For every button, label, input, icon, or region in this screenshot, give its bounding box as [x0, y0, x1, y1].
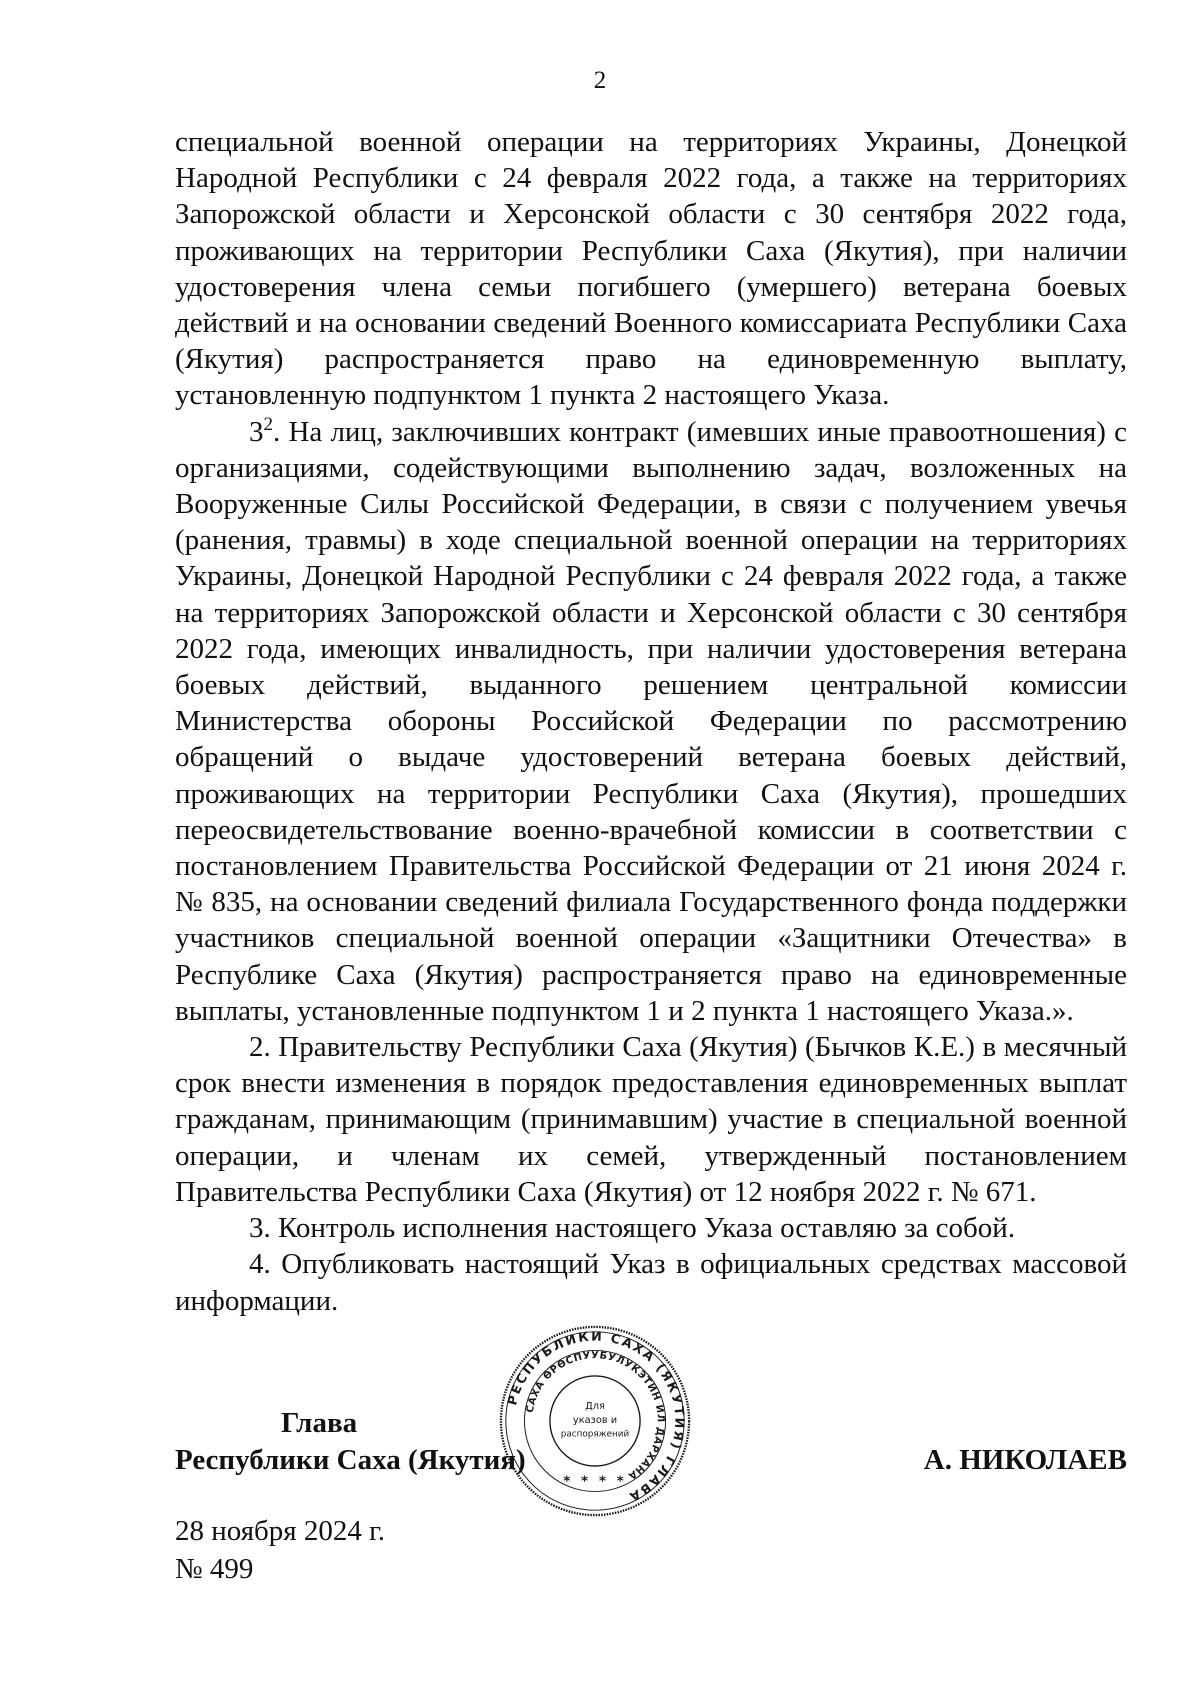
- seal-center-line1: Для: [585, 1401, 605, 1413]
- clause-number-superscript: 2: [263, 413, 273, 435]
- seal-center-line3: распоряжений: [560, 1429, 630, 1440]
- paragraph-3: 3. Контроль исполнения настоящего Указа оставляю за собой.: [249, 1212, 1016, 1245]
- clause-text: . На лиц, заключивших контракт (имевших иные правоотношения) с организациями, содействующими выполнению задач, возложенных на Вооруженные Силы Российской Федерации, в связи с получением увечья (ранения, травмы) в ходе специальной военной операции на территориях Украины, Донецкой Народной Республики с 24 февраля 2022 года, а также на территориях Запорожской области и Херсонской области с 30 сентября 2022 года, имеющих инвалидность, при наличии удостоверения ветерана боевых действий, выданного решением центральной комиссии Министерства обороны Российской Федерации по рассмотрению обращений о выдаче удостоверений ветерана боевых действий, проживающих на территории Республики Саха (Якутия), прошедших переосвидетельствование военно-врачебной комиссии в соответствии с постановлением Правительства Российской Федерации от 21 июня 2024 г. № 835, на основании сведений филиала Государственного фонда поддержки участников специальной военной операции «Защитники Отечества» в Республике Саха (Якутия) распространяется право на единовременные выплаты, установленные подпунктом 1 и 2 пункта 1 настоящего Указа.».: [175, 415, 1127, 1027]
- official-seal-icon: [497, 1323, 693, 1519]
- paragraph-continuation: специальной военной операции на территориях Украины, Донецкой Народной Республики с 24 февраля 2022 года, а также на территориях Запорожской области и Херсонской области с 30 сентября 2022 года, проживающих на территории Республики Саха (Якутия), при наличии удостоверения члена семьи погибшего (умершего) ветерана боевых действий и на основании сведений Военного комиссариата Республики Саха (Якутия) распространяется право на единовременную выплату, установленную подпунктом 1 пункта 2 настоящего Указа.: [175, 126, 1127, 412]
- seal-inner-text: САХА ӨРӨСПУУБУЛУКЭТИН ИЛ ДАРХАНА: [524, 1350, 666, 1482]
- seal-outer-text: РЕСПУБЛИКИ САХА (ЯКУТИЯ) ГЛАВА: [505, 1329, 687, 1505]
- paragraph-2: 2. Правительству Республики Саха (Якутия) (Бычков К.Е.) в месячный срок внести изменения в порядок предоставления единовременных выплат гражданам, принимающим (принимавшим) участие в специальной военной операции, и членам их семей, утвержденный постановлением Правительства Республики Саха (Якутия) от 12 ноября 2022 г. № 671.: [175, 1031, 1127, 1208]
- date-block: [175, 1512, 385, 1588]
- signatory-title-line1: Глава: [281, 1407, 358, 1439]
- page-number: 2: [593, 67, 607, 94]
- seal-stars: * * * *: [563, 1473, 627, 1490]
- signatory-title-line2: Республики Саха (Якутия): [175, 1444, 526, 1476]
- document-date: 28 ноября 2024 г.: [175, 1515, 386, 1547]
- signatory-name: А. НИКОЛАЕВ: [923, 1444, 1127, 1476]
- document-body: [175, 124, 1127, 1319]
- seal-center-line2: указов и: [572, 1414, 618, 1426]
- paragraph-3-2: [175, 414, 1127, 1029]
- paragraph-4: 4. Опубликовать настоящий Указ в официальных средствах массовой информации.: [175, 1248, 1127, 1317]
- clause-number: 3: [249, 415, 264, 448]
- document-number: № 499: [175, 1553, 254, 1585]
- signatory-title: [175, 1405, 526, 1479]
